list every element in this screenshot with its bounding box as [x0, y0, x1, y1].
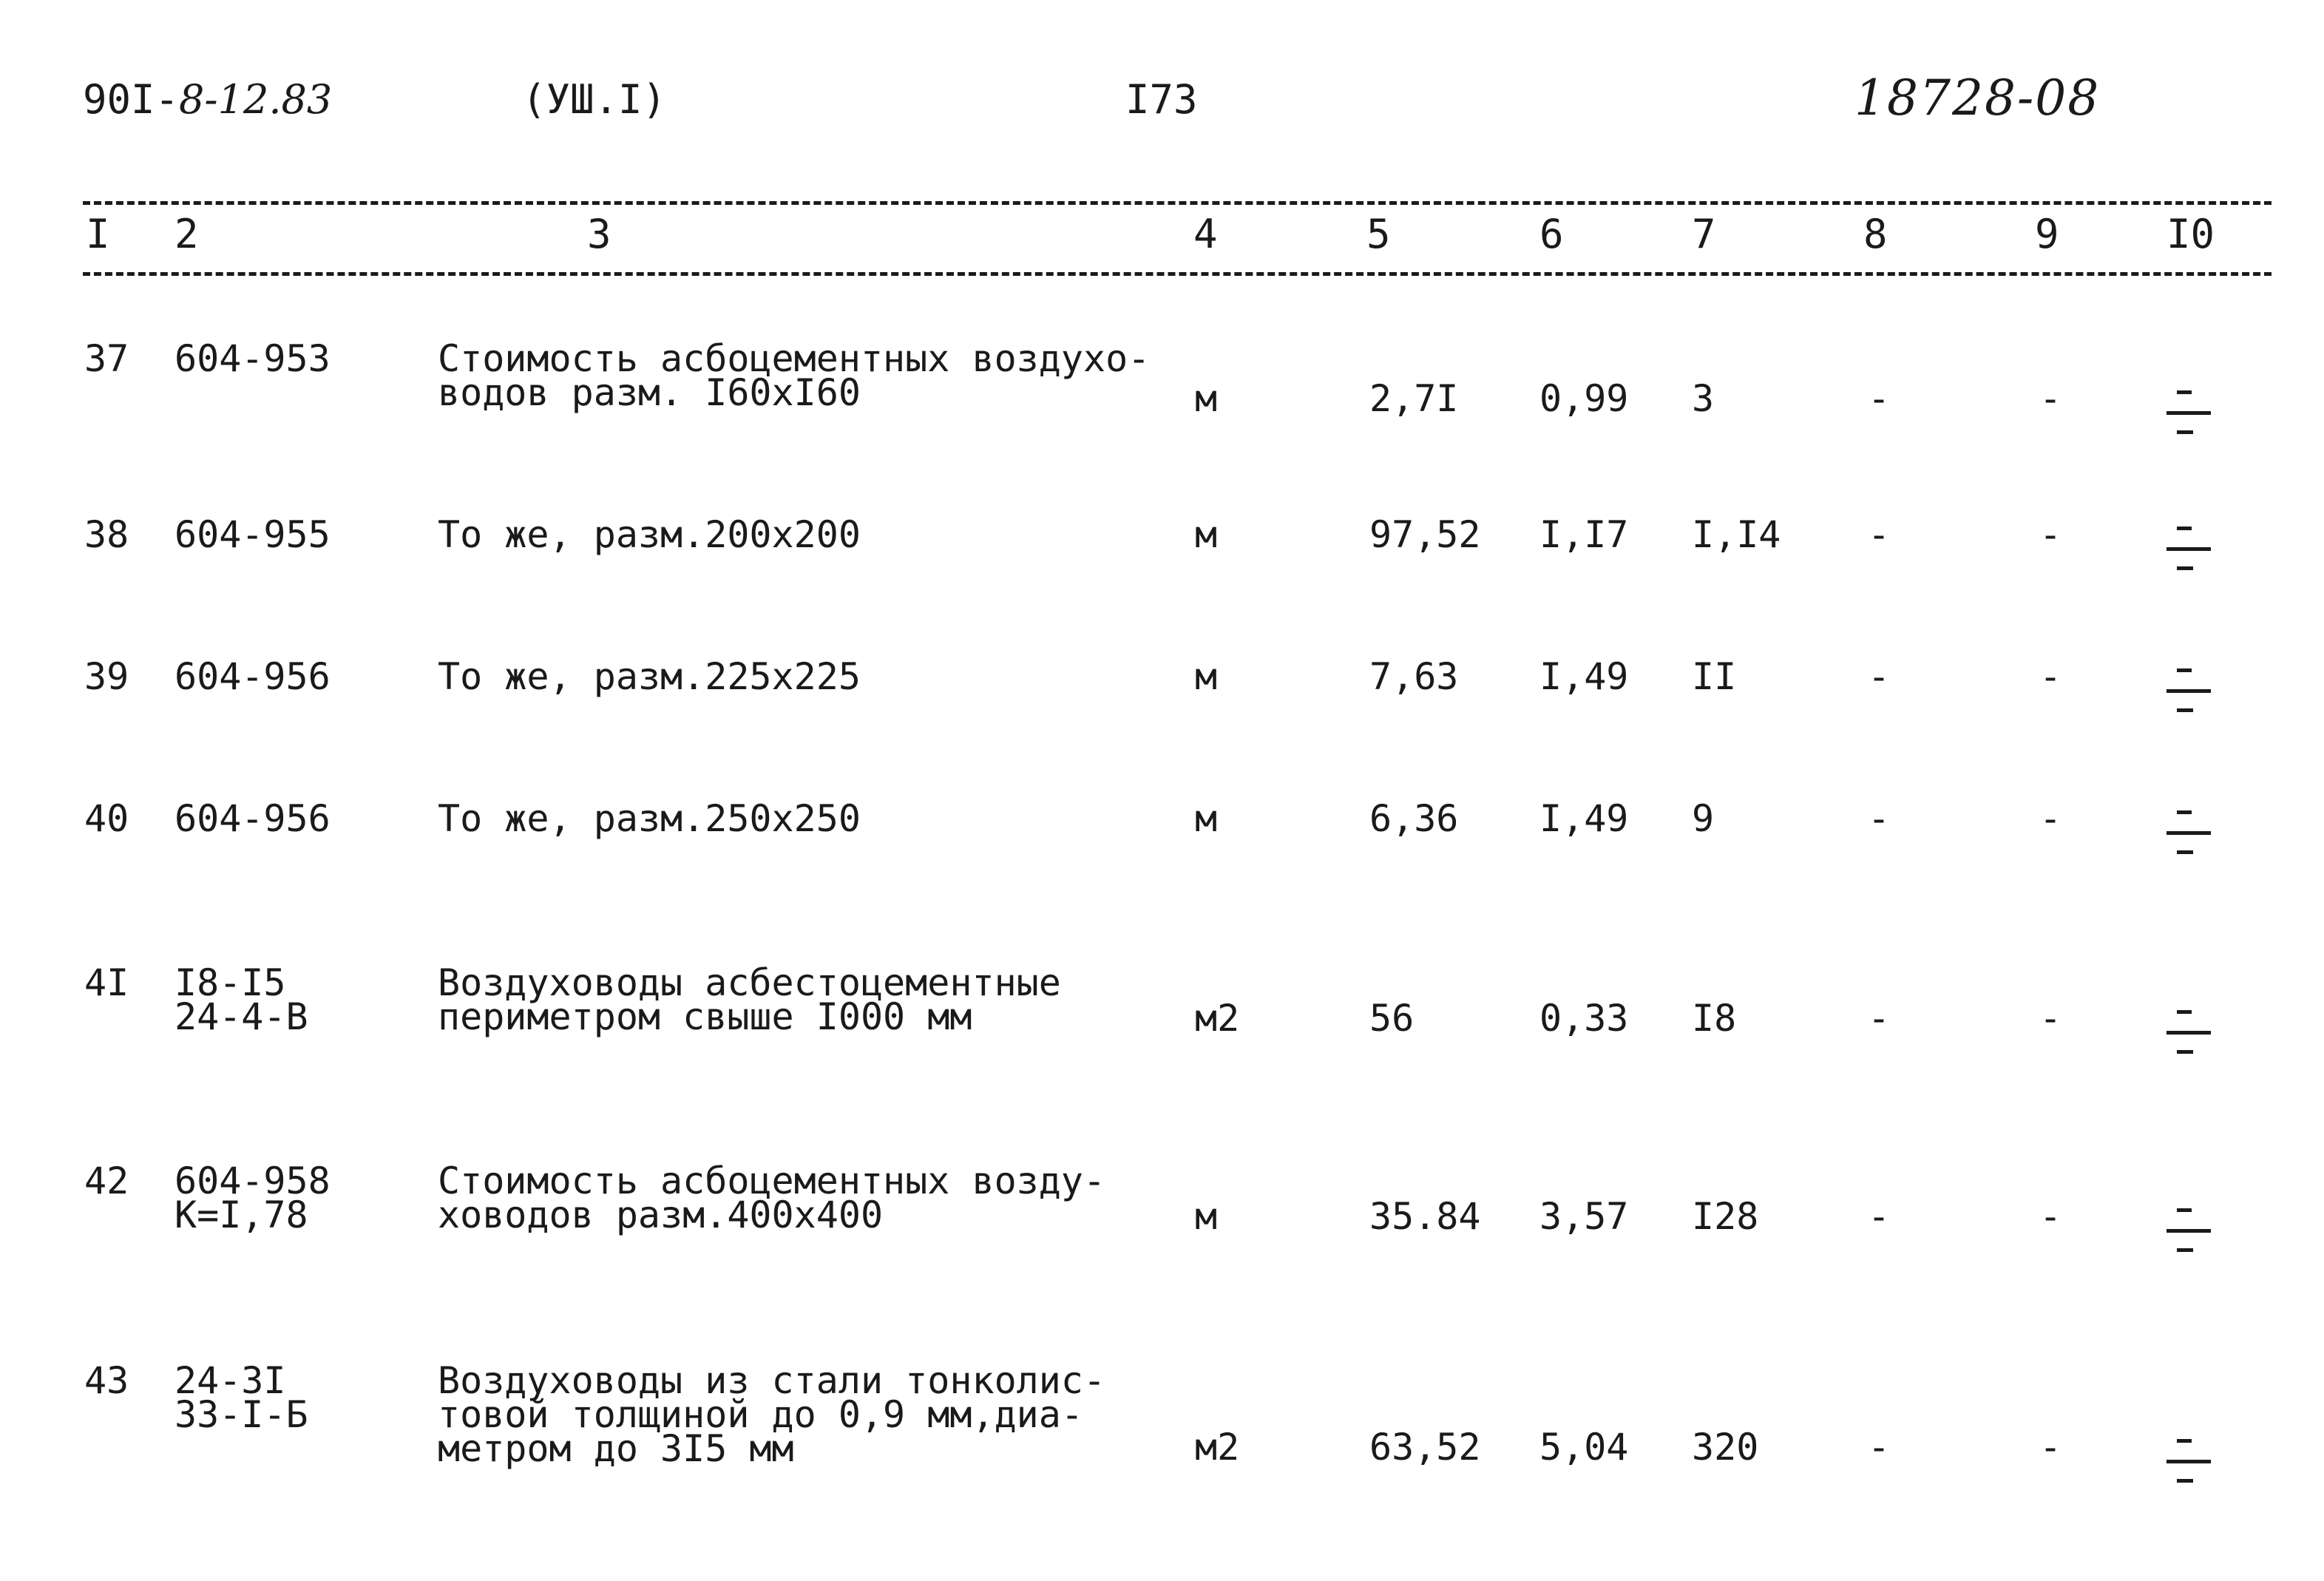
column-9-value: -	[2039, 513, 2062, 556]
work-description-line: водов разм. I60xI60	[438, 371, 861, 414]
price-code	[175, 961, 308, 1038]
quantity: 35.84	[1369, 1195, 1481, 1238]
column-number-3: 3	[587, 211, 612, 257]
work-description-line: товой толщиной до 0,9 мм,диа-	[438, 1393, 1083, 1436]
column-9-value: -	[2039, 655, 2062, 698]
mark-stroke	[2177, 668, 2192, 672]
work-description	[438, 797, 861, 840]
document-number: 18728-08	[1854, 70, 2101, 126]
price-code-line: 604-953	[175, 337, 331, 380]
price-code-line: 604-955	[175, 513, 331, 556]
column-9-value: -	[2039, 1426, 2062, 1469]
work-description	[438, 337, 1151, 414]
work-description-line: Воздуховоды из стали тонколис-	[438, 1359, 1106, 1402]
column-10-mark	[2167, 390, 2211, 436]
unit-price: I,49	[1539, 655, 1629, 698]
price-code-line: K=I,78	[175, 1194, 308, 1236]
mark-stroke	[2177, 850, 2193, 854]
price-code	[175, 337, 331, 380]
price-code-line: 33-I-Б	[175, 1393, 308, 1436]
total-cost: 3	[1692, 377, 1715, 420]
column-8-value: -	[1868, 377, 1891, 420]
column-number-5: 5	[1366, 211, 1391, 257]
unit-price: 5,04	[1539, 1426, 1629, 1469]
mark-stroke	[2177, 390, 2192, 394]
row-number: 37	[84, 337, 129, 380]
price-code-line: 24-3I	[175, 1359, 286, 1402]
column-10-mark	[2167, 527, 2211, 572]
mark-stroke	[2167, 1460, 2211, 1463]
mark-stroke	[2177, 430, 2193, 434]
mark-stroke	[2167, 411, 2211, 415]
price-code	[175, 1159, 331, 1236]
work-description-line: Стоимость асбоцементных воздухо-	[438, 337, 1151, 380]
column-number-4: 4	[1193, 211, 1218, 257]
column-10-mark	[2167, 668, 2211, 714]
column-8-value: -	[1868, 1426, 1891, 1469]
price-code	[175, 655, 331, 698]
row-number: 38	[84, 513, 129, 556]
total-cost: I,I4	[1692, 513, 1781, 556]
row-number: 43	[84, 1359, 129, 1402]
quantity: 56	[1369, 997, 1415, 1040]
column-number-7: 7	[1692, 211, 1716, 257]
price-code-line: 24-4-B	[175, 995, 308, 1038]
mark-stroke	[2177, 810, 2192, 814]
mark-stroke	[2167, 1031, 2211, 1035]
unit-price: I,49	[1539, 797, 1629, 840]
column-8-value: -	[1868, 655, 1891, 698]
mark-stroke	[2177, 566, 2193, 570]
quantity: 6,36	[1369, 797, 1459, 840]
work-description-line: ховодов разм.400x400	[438, 1194, 884, 1236]
work-description	[438, 1359, 1106, 1470]
quantity: 97,52	[1369, 513, 1481, 556]
work-description-line: Воздуховоды асбестоцементные	[438, 961, 1061, 1004]
unit-price: 3,57	[1539, 1195, 1629, 1238]
unit-price: 0,33	[1539, 997, 1629, 1040]
price-code-line: 604-958	[175, 1159, 331, 1202]
column-9-value: -	[2039, 377, 2062, 420]
mark-stroke	[2177, 1050, 2193, 1054]
column-8-value: -	[1868, 797, 1891, 840]
mark-stroke	[2177, 1439, 2192, 1443]
price-code-line: 604-956	[175, 797, 331, 840]
total-cost: II	[1692, 655, 1737, 698]
mark-stroke	[2167, 831, 2211, 835]
quantity: 2,7I	[1369, 377, 1459, 420]
project-code	[83, 76, 333, 123]
total-cost: 320	[1692, 1426, 1759, 1469]
work-description	[438, 655, 861, 698]
column-9-value: -	[2039, 1195, 2062, 1238]
column-8-value: -	[1868, 513, 1891, 556]
price-code	[175, 1359, 308, 1436]
column-number-2: 2	[175, 211, 199, 257]
mark-stroke	[2167, 547, 2211, 551]
row-number: 39	[84, 655, 129, 698]
unit: м	[1195, 655, 1218, 698]
column-10-mark	[2167, 810, 2211, 856]
column-10-mark	[2167, 1010, 2211, 1056]
work-description	[438, 513, 861, 556]
work-description-line: метром до 3I5 мм	[438, 1427, 794, 1470]
row-number: 42	[84, 1159, 129, 1202]
mark-stroke	[2177, 1010, 2192, 1014]
section-label: (УШ.I)	[522, 76, 667, 123]
column-9-value: -	[2039, 797, 2062, 840]
work-description-line: То же, разм.250x250	[438, 797, 861, 840]
unit: м	[1195, 513, 1218, 556]
mark-stroke	[2177, 527, 2192, 530]
work-description-line: То же, разм.200x200	[438, 513, 861, 556]
row-number: 4I	[84, 961, 129, 1004]
column-number-8: 8	[1863, 211, 1888, 257]
column-number-9: 9	[2035, 211, 2059, 257]
mark-stroke	[2177, 1208, 2192, 1212]
project-code-prefix: 90I-	[83, 76, 180, 123]
total-cost: I28	[1692, 1195, 1759, 1238]
mark-stroke	[2177, 1479, 2193, 1483]
row-number: 40	[84, 797, 129, 840]
unit-price: I,I7	[1539, 513, 1629, 556]
price-code	[175, 797, 331, 840]
column-8-value: -	[1868, 997, 1891, 1040]
price-code	[175, 513, 331, 556]
unit: м2	[1195, 997, 1240, 1040]
total-cost: 9	[1692, 797, 1715, 840]
unit: м	[1195, 797, 1218, 840]
project-code-handwritten: 8-12.83	[179, 76, 333, 123]
column-number-10: I0	[2167, 211, 2215, 257]
unit-price: 0,99	[1539, 377, 1629, 420]
column-8-value: -	[1868, 1195, 1891, 1238]
unit: м	[1195, 1195, 1218, 1238]
mark-stroke	[2177, 1248, 2193, 1252]
unit: м2	[1195, 1426, 1240, 1469]
mark-stroke	[2177, 708, 2193, 712]
column-10-mark	[2167, 1208, 2211, 1254]
work-description	[438, 1159, 1106, 1236]
work-description-line: периметром свыше I000 мм	[438, 995, 972, 1038]
quantity: 7,63	[1369, 655, 1459, 698]
total-cost: I8	[1692, 997, 1737, 1040]
price-code-line: I8-I5	[175, 961, 286, 1004]
mark-stroke	[2167, 689, 2211, 693]
column-10-mark	[2167, 1439, 2211, 1485]
work-description-line: Стоимость асбоцементных возду-	[438, 1159, 1106, 1202]
mark-stroke	[2167, 1229, 2211, 1233]
header-rule-bottom	[83, 272, 2272, 276]
column-number-6: 6	[1539, 211, 1564, 257]
quantity: 63,52	[1369, 1426, 1481, 1469]
unit: м	[1195, 377, 1218, 420]
work-description-line: То же, разм.225x225	[438, 655, 861, 698]
page-number: I73	[1125, 76, 1198, 123]
column-number-1: I	[86, 211, 110, 257]
price-code-line: 604-956	[175, 655, 331, 698]
column-9-value: -	[2039, 997, 2062, 1040]
header-rule-top	[83, 201, 2272, 205]
work-description	[438, 961, 1061, 1038]
